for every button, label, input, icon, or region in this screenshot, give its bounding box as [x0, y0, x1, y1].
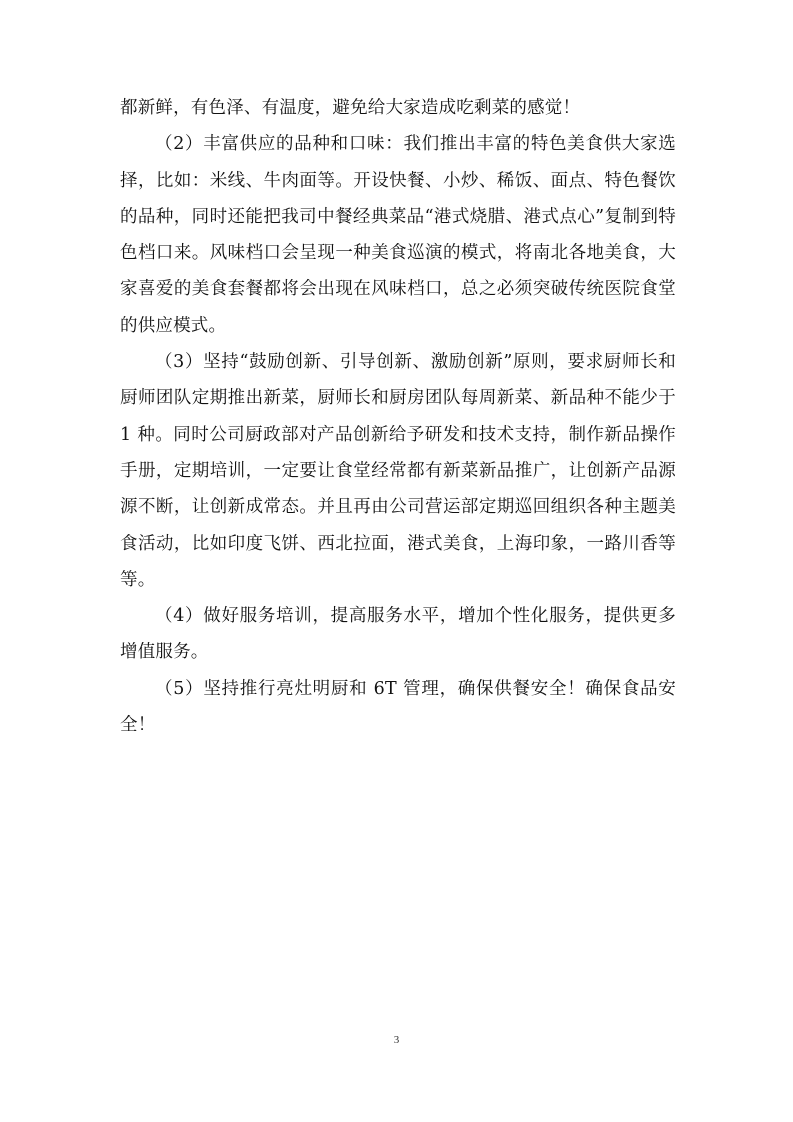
paragraph-item-4: （4）做好服务培训，提高服务水平，增加个性化服务，提供更多增值服务。	[120, 606, 676, 663]
document-body	[120, 90, 676, 743]
paragraph-item-3: （3）坚持“鼓励创新、引导创新、激励创新”原则，要求厨师长和厨师团队定期推出新菜，厨师长和厨房团队每周新菜、新品种不能少于 1 种。同时公司厨政部对产品创新给予研发和技术支持，制作新品操作手册，定期培训，一定要让食堂经常都有新菜新品推广，让创新产品源源不断，让创新成常态。并且再由公司营运部定期巡回组织各种主题美食活动，比如印度飞饼、西北拉面，港式美食，上海印象，一路川香等等。	[120, 352, 676, 590]
paragraph-continuation: 都新鲜，有色泽、有温度，避免给大家造成吃剩菜的感觉！	[120, 98, 581, 118]
page-number: 3	[393, 1034, 400, 1046]
paragraph-item-2: （2）丰富供应的品种和口味：我们推出丰富的特色美食供大家选择，比如：米线、牛肉面等。开设快餐、小炒、稀饭、面点、特色餐饮的品种，同时还能把我司中餐经典菜品“港式烧腊、港式点心”复制到特色档口来。风味档口会呈现一种美食巡演的模式，将南北各地美食，大家喜爱的美食套餐都将会出现在风味档口，总之必须突破传统医院食堂的供应模式。	[120, 134, 676, 336]
paragraph-item-5: （5）坚持推行亮灶明厨和 6T 管理，确保供餐安全！确保食品安全！	[120, 678, 676, 736]
